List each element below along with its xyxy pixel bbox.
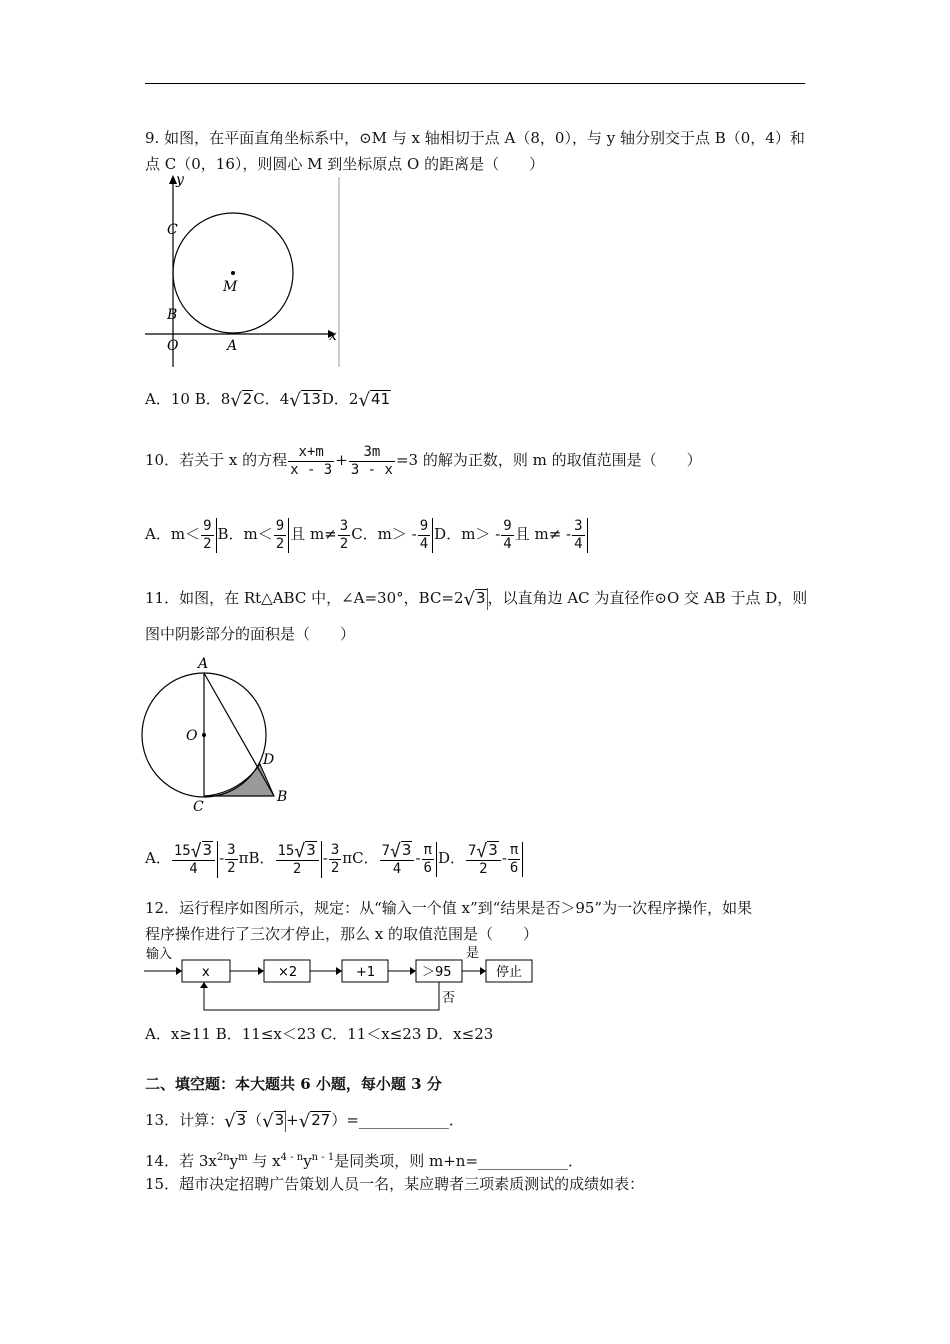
q10-stem: 10．若关于 x 的方程 $\frac{x+m}{x - 3}$ + $\frac{3m}{3 - x}$ =3 的解为正数，则 m 的取值范围是（ ）: [145, 443, 702, 478]
flow-input-label: 输入: [146, 947, 173, 962]
q12-line2: 程序操作进行了三次才停止，那么 x 的取值范围是（ ）: [145, 925, 538, 943]
q11-line1: 11．如图，在 Rt△ABC 中，∠A=30°，BC=2√3 ，以直角边 AC 为直径作⊙O 交 AB 于点 D，则: [145, 589, 808, 610]
q9-label-b: B: [167, 307, 178, 323]
q10-options: A．m＜ $\frac{9}{2}$ B．m＜ $\frac{9}{2}$ 且 m≠ $\frac{3}{2}$ C．m＞ - $\frac{9}{4}$ D．m＞ - $\frac{9}{4}$ 且 m≠ - $\frac{3}{4}$: [145, 514, 589, 554]
q9-line2: 点 C（0，16），则圆心 M 到坐标原点 O 的距离是（ ）: [145, 155, 545, 173]
q11-line2: 图中阴影部分的面积是（ ）: [145, 625, 356, 643]
q12-flowchart: [140, 944, 540, 1022]
q15: 15．超市决定招聘广告策划人员一名，某应聘者三项素质测试的成绩如表：: [145, 1175, 645, 1193]
q9-label-m: M: [223, 279, 238, 295]
q9-label-a: A: [227, 338, 238, 354]
q9-option-a: A．10 B．8: [145, 390, 231, 408]
q9-options: [145, 389, 391, 411]
q13: 13．计算：√3（√3 +√27）=____________．: [145, 1111, 464, 1132]
flow-gt95-box: ＞95: [422, 965, 452, 980]
section2-heading: 二、填空题：本大题共 6 小题，每小题 3 分: [145, 1075, 442, 1093]
q9-sqrt-13: √13: [289, 390, 321, 411]
q11-options: A． $\frac{15√3}{4}$ - $\frac{3}{2}$ πB． $\frac{15√3}{2}$ - $\frac{3}{2}$ πC． $\frac{7√3}{4}$ - $\frac{\pi}{6}$ D． $\frac{7√3}{2}$ - $\frac{\pi}{6}$: [145, 838, 524, 878]
q9-label-c: C: [167, 222, 178, 238]
q9-label-o: O: [167, 338, 179, 354]
q11-figure: [136, 652, 296, 817]
q11-label-b: B: [277, 789, 288, 805]
q10-frac2: $\frac{3m}{3 - x}$: [350, 443, 393, 478]
q14: 14．若 $3x^{2n}y^m$ 与 $x^{4 - n}y^{n - 1}$是同类项，则 m+n=____________．: [145, 1152, 584, 1170]
q11-label-d: D: [263, 752, 275, 768]
q10-frac1: $\frac{x+m}{x - 3}$: [290, 443, 333, 478]
q12-options: A．x≥11 B．11≤x＜23 C．11＜x≤23 D．x≤23: [145, 1025, 494, 1043]
q9-sqrt-2: √2: [230, 390, 253, 411]
q9-option-c: C．4: [253, 390, 290, 408]
flow-yes-label: 是: [466, 946, 480, 961]
q12-line1: 12．运行程序如图所示，规定：从“输入一个值 x”到“结果是否＞95”为一次程序操作，如果: [145, 899, 753, 917]
q11-label-o: O: [186, 728, 198, 744]
q9-figure: [140, 172, 350, 372]
q11-label-a: A: [198, 656, 209, 672]
flow-stop-box: 停止: [496, 965, 523, 980]
q11-label-c: C: [193, 799, 204, 815]
q9-sqrt-41: √41: [358, 390, 391, 411]
q9-line1: 9. 如图，在平面直角坐标系中，⊙M 与 x 轴相切于点 A（8，0），与 y 轴分别交于点 B（0，4）和: [145, 129, 805, 147]
flow-x-box: x: [202, 965, 210, 980]
header-rule: [145, 83, 805, 84]
q9-option-d: D．2: [321, 390, 359, 408]
q9-label-x: x: [329, 328, 337, 344]
q9-label-y: y: [176, 172, 184, 188]
flow-no-label: 否: [442, 991, 456, 1006]
flow-times2-box: ×2: [278, 965, 298, 980]
flow-plus1-box: +1: [356, 965, 376, 980]
